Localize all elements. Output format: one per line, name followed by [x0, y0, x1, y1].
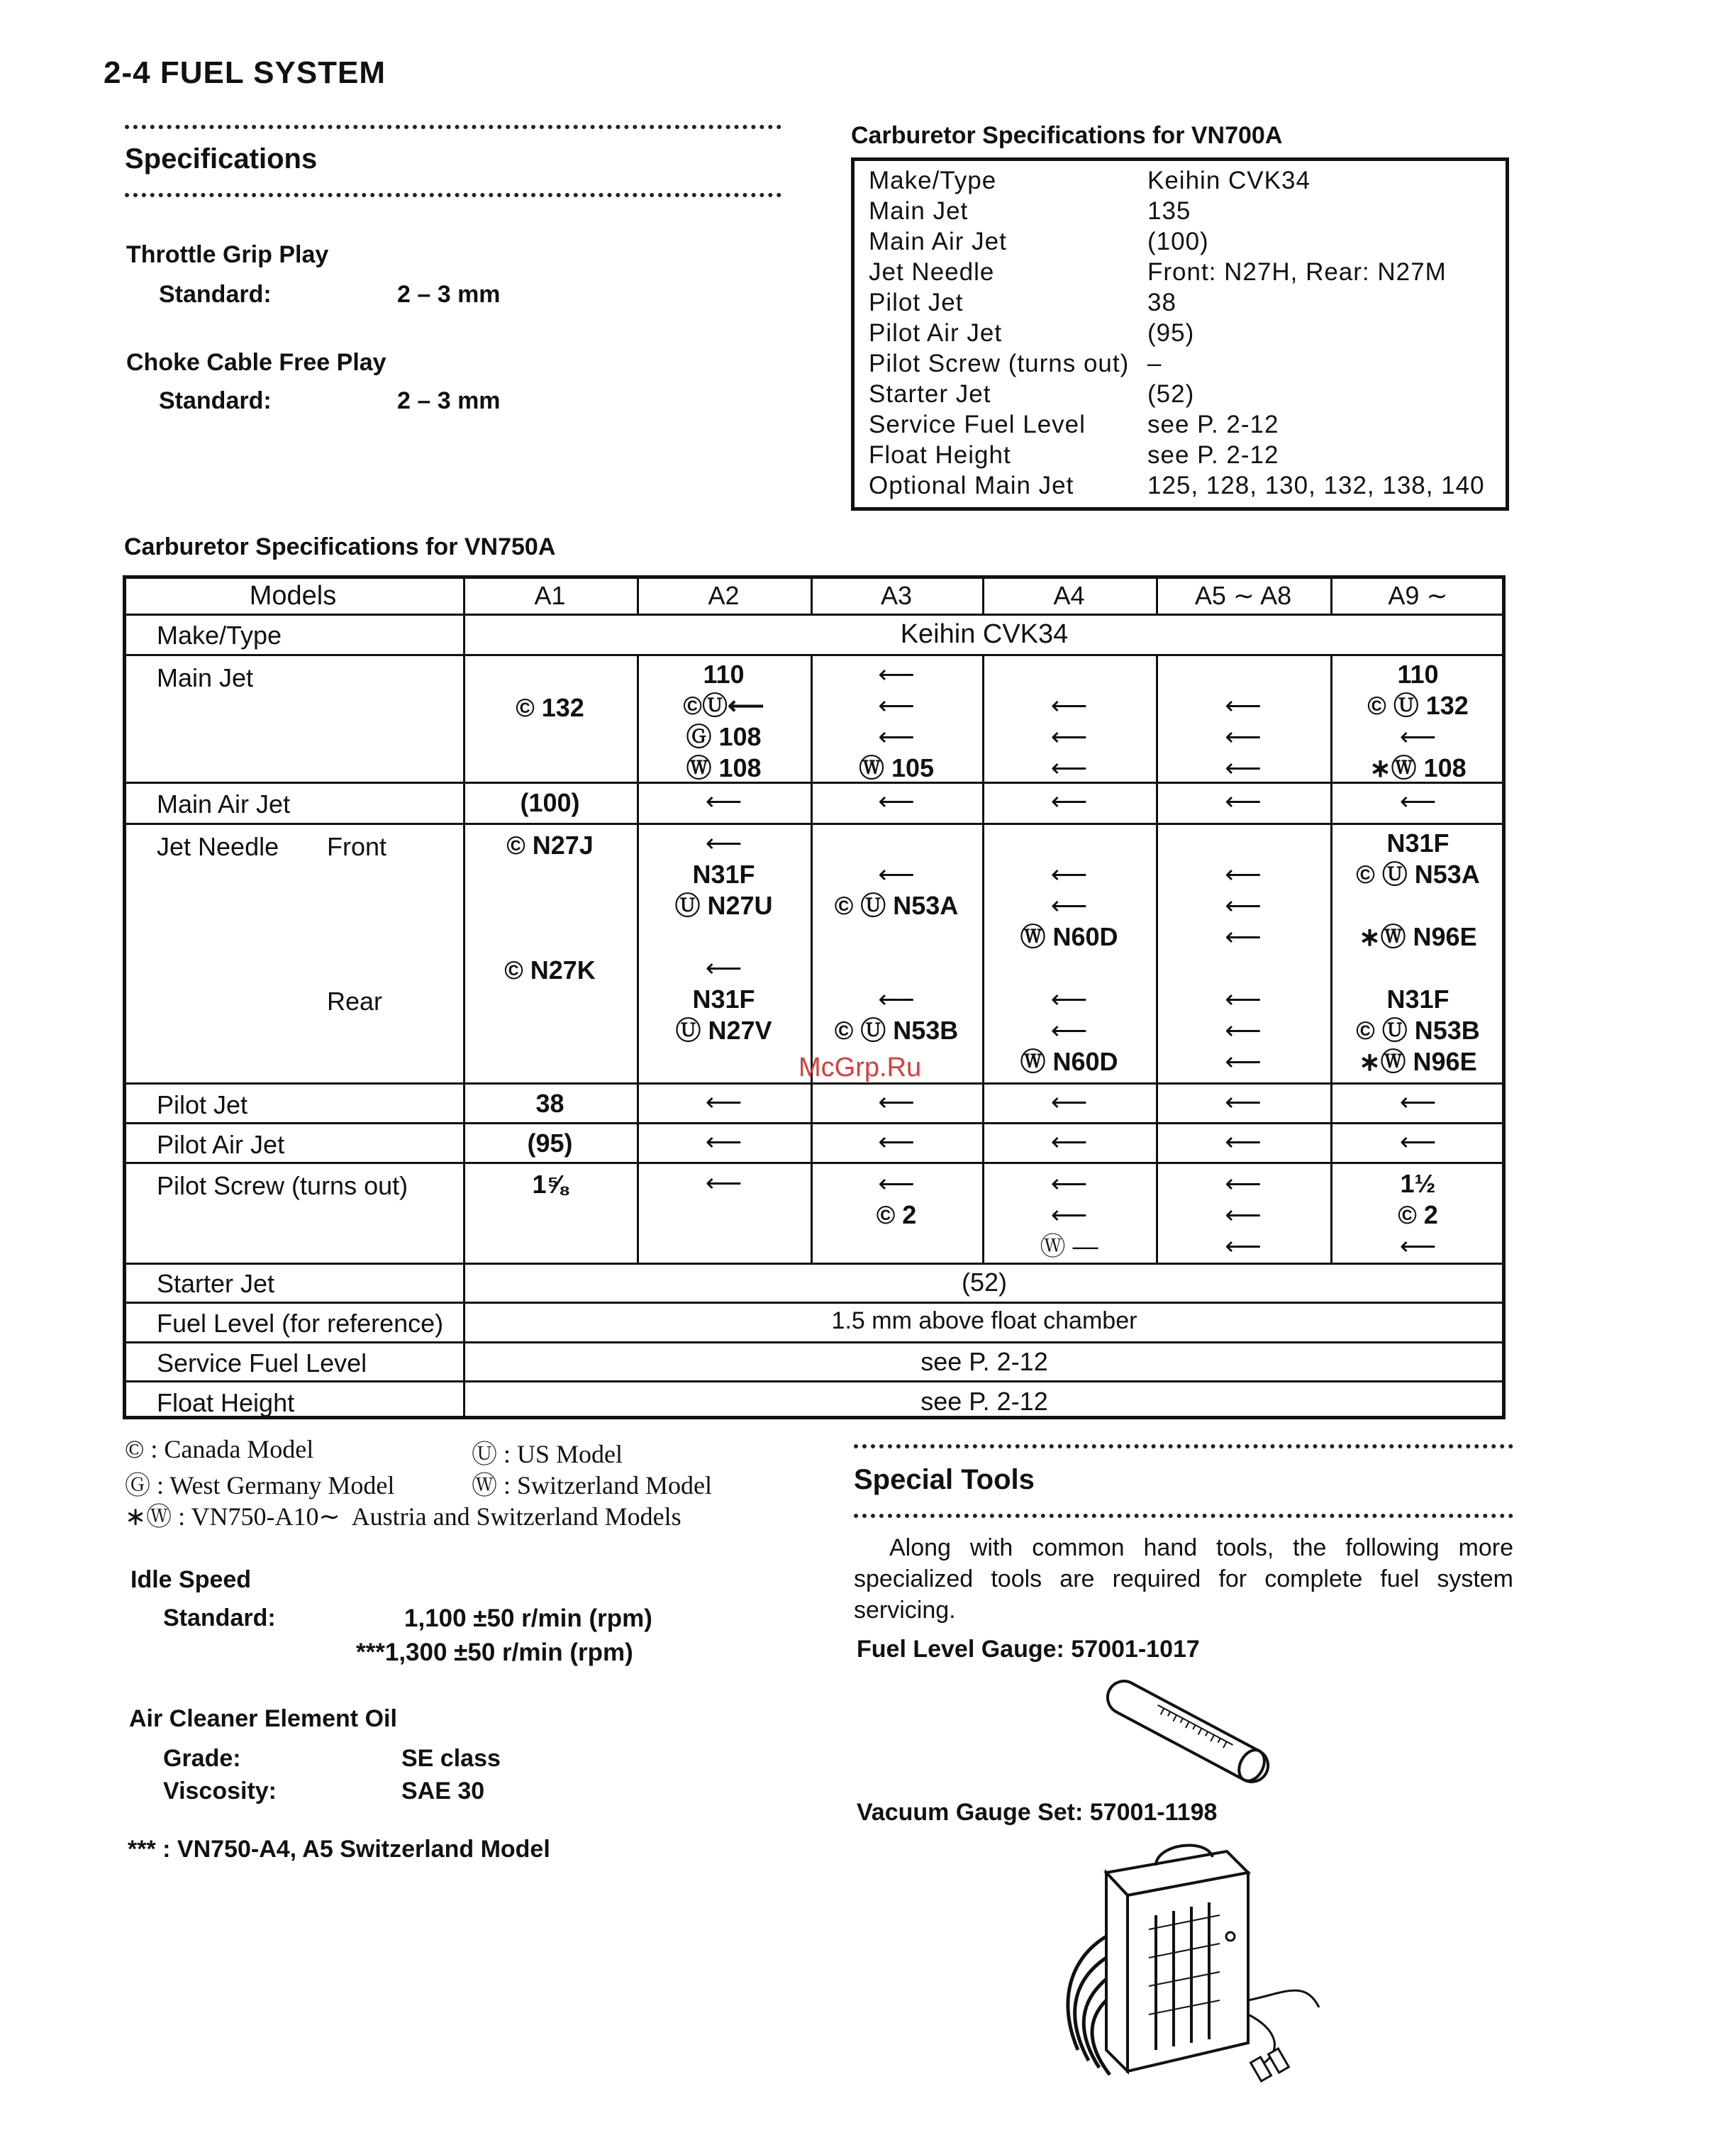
table-row — [869, 228, 1498, 258]
pilot-screw-a5-a8 — [1156, 1168, 1330, 1262]
jet-needle-line: © Ⓤ N53B — [834, 1016, 959, 1045]
jet-needle-rear-label: Rear — [327, 987, 383, 1016]
spec-value: see P. 2-12 — [1147, 411, 1279, 438]
fuel-level-gauge: Fuel Level Gauge: 57001-1017 — [857, 1636, 1200, 1663]
jet-needle-a2-front — [637, 828, 811, 921]
fuel-level-value: 1.5 mm above float chamber — [831, 1307, 1137, 1334]
arrow-icon: ⟵ — [1050, 787, 1088, 816]
arrow-icon: ⟵ — [1225, 722, 1262, 751]
arrow-icon: ⟵ — [1225, 1127, 1262, 1156]
jet-needle-a3-front — [811, 859, 982, 921]
spec-value: (100) — [1147, 228, 1209, 255]
main-jet-a4 — [982, 690, 1156, 784]
jet-needle-line: Ⓦ N60D — [1020, 922, 1118, 951]
jet-needle-line: N31F — [1386, 828, 1450, 858]
page-title: 2-4 FUEL SYSTEM — [104, 55, 386, 90]
jet-needle-line: © Ⓤ N53A — [1356, 860, 1480, 889]
legend-austria: ∗Ⓦ : VN750-A10∼ Austria and Switzerland Models — [125, 1502, 681, 1531]
pilot-screw-a3 — [811, 1168, 982, 1231]
arrow-icon: ⟵ — [705, 1087, 742, 1116]
arrow-icon: ⟵ — [705, 787, 742, 816]
row-label-pilot-jet: Pilot Jet — [157, 1090, 248, 1119]
vn700a-spec-table — [851, 157, 1509, 511]
arrow-icon: ⟵ — [878, 860, 915, 889]
arrow-icon: ⟵ — [705, 1168, 742, 1197]
spec-key: Make/Type — [869, 167, 997, 194]
vn750a-title: Carburetor Specifications for VN750A — [124, 533, 556, 560]
table-row — [869, 258, 1498, 289]
main-air-jet-a1: (100) — [520, 788, 580, 817]
spec-value: (52) — [1147, 380, 1195, 408]
pilot-screw-line: 1½ — [1400, 1169, 1436, 1198]
main-jet-a9-line: ∗Ⓦ 108 — [1369, 753, 1467, 782]
air-cleaner-title: Air Cleaner Element Oil — [129, 1705, 397, 1732]
legend-switzerland: Ⓦ : Switzerland Model — [472, 1471, 712, 1500]
jet-needle-line: Ⓤ N27U — [674, 891, 773, 920]
row-label-float-height: Float Height — [157, 1388, 295, 1417]
pilot-jet-a1: 38 — [535, 1089, 564, 1118]
vacuum-gauge-set-illustration — [1050, 1837, 1347, 2093]
arrow-icon: ⟵ — [1050, 1016, 1088, 1045]
grid-line — [123, 654, 1506, 656]
spec-key: Main Jet — [869, 197, 969, 225]
spec-key: Pilot Jet — [869, 289, 964, 316]
divider — [125, 125, 781, 129]
row-label-jet-needle: Jet Needle — [157, 832, 279, 861]
spec-value: Front: N27H, Rear: N27M — [1147, 258, 1447, 286]
fuel-level-gauge-illustration — [1092, 1671, 1284, 1792]
grid-line — [123, 614, 1506, 616]
spec-value: 135 — [1147, 197, 1191, 225]
divider — [854, 1514, 1513, 1518]
spec-value: (95) — [1147, 319, 1195, 347]
arrow-icon: ⟵ — [1399, 1087, 1437, 1116]
column-header-a4: A4 — [1053, 581, 1085, 610]
grade-value: SE class — [401, 1745, 501, 1772]
jet-needle-line: N31F — [692, 860, 755, 889]
arrow-icon: ⟵ — [1225, 891, 1262, 920]
column-header-a2: A2 — [708, 581, 740, 610]
row-label-make-type: Make/Type — [157, 621, 282, 650]
table-row — [869, 319, 1498, 350]
grade-label: Grade: — [163, 1745, 241, 1772]
pilot-screw-line: © 2 — [1398, 1200, 1438, 1229]
arrow-icon: ⟵ — [1225, 860, 1262, 889]
pilot-screw-a4 — [982, 1168, 1156, 1262]
jet-needle-line: © Ⓤ N53B — [1356, 1016, 1480, 1045]
spec-value: – — [1147, 350, 1162, 377]
arrow-icon: ⟵ — [1225, 922, 1262, 951]
arrow-icon: ⟵ — [1050, 891, 1088, 920]
column-header-a1: A1 — [534, 581, 566, 610]
main-jet-a2-line: ©Ⓤ⟵ — [683, 691, 764, 720]
main-jet-a3-value: Ⓦ 105 — [858, 753, 935, 782]
viscosity-label: Viscosity: — [163, 1778, 277, 1805]
main-jet-a1: © 132 — [516, 693, 584, 722]
choke-standard-label: Standard: — [159, 387, 272, 414]
arrow-icon: ⟵ — [878, 1127, 915, 1156]
spec-key: Float Height — [869, 441, 1011, 469]
jet-needle-line: ∗Ⓦ N96E — [1359, 1047, 1477, 1076]
grid-line — [123, 1162, 1506, 1164]
table-row — [869, 472, 1498, 502]
jet-needle-a1-front: © N27J — [506, 831, 594, 860]
jet-needle-line: N31F — [1386, 985, 1450, 1014]
throttle-standard-label: Standard: — [159, 281, 272, 308]
grid-line — [123, 1302, 1506, 1304]
choke-standard-value: 2 – 3 mm — [397, 387, 501, 414]
main-jet-a5-a8 — [1156, 690, 1330, 784]
arrow-icon: ⟵ — [878, 1087, 915, 1116]
pilot-air-jet-a1: (95) — [527, 1129, 573, 1158]
starter-jet-value: (52) — [961, 1268, 1008, 1297]
spec-value: 125, 128, 130, 132, 138, 140 — [1147, 472, 1485, 499]
spec-key: Pilot Air Jet — [869, 319, 1003, 347]
main-jet-a2-line: Ⓖ 108 — [686, 722, 762, 751]
jet-needle-line: Ⓤ N27V — [675, 1016, 772, 1045]
service-fuel-level-value: see P. 2-12 — [920, 1347, 1048, 1376]
arrow-icon: ⟵ — [1050, 753, 1088, 782]
spec-key: Service Fuel Level — [869, 411, 1086, 438]
arrow-icon: ⟵ — [1399, 1127, 1437, 1156]
row-label-main-jet: Main Jet — [157, 663, 254, 692]
column-header-a9: A9 ∼ — [1388, 581, 1448, 610]
arrow-icon: ⟵ — [1050, 722, 1088, 751]
grid-line — [123, 1263, 1506, 1265]
table-row — [869, 380, 1498, 411]
grid-line — [123, 823, 1506, 825]
spec-key: Pilot Screw (turns out) — [869, 350, 1130, 377]
arrow-icon: ⟵ — [1050, 1087, 1088, 1116]
jet-needle-a9-rear — [1330, 984, 1506, 1077]
column-header-a3: A3 — [880, 581, 913, 610]
divider — [854, 1444, 1513, 1448]
row-label-service-fuel-level: Service Fuel Level — [157, 1348, 367, 1378]
table-row — [869, 167, 1498, 197]
spec-key: Jet Needle — [869, 258, 995, 286]
jet-needle-line: ∗Ⓦ N96E — [1359, 922, 1477, 951]
row-label-main-air-jet: Main Air Jet — [157, 789, 291, 819]
arrow-icon: ⟵ — [1399, 787, 1437, 816]
idle-standard-value: 1,100 ±50 r/min (rpm) — [404, 1604, 652, 1632]
pilot-screw-a9 — [1330, 1168, 1506, 1262]
jet-needle-line: N31F — [692, 985, 755, 1014]
main-jet-a3 — [811, 659, 982, 784]
vn750a-spec-table — [123, 575, 1506, 1426]
throttle-grip-play-title: Throttle Grip Play — [126, 241, 329, 268]
arrow-icon: ⟵ — [878, 691, 915, 720]
table-row — [869, 350, 1498, 380]
spec-key: Main Air Jet — [869, 228, 1007, 255]
footnote: *** : VN750-A4, A5 Switzerland Model — [128, 1836, 550, 1863]
main-jet-a9-line: © Ⓤ 132 — [1367, 691, 1469, 720]
arrow-icon: ⟵ — [1225, 1200, 1262, 1229]
arrow-icon: ⟵ — [1225, 1169, 1262, 1198]
pilot-screw-line: © 2 — [876, 1200, 917, 1229]
spec-key: Starter Jet — [869, 380, 991, 408]
float-height-value: see P. 2-12 — [920, 1387, 1048, 1416]
spec-key: Optional Main Jet — [869, 472, 1074, 499]
arrow-icon: ⟵ — [1225, 1087, 1262, 1116]
spec-value: see P. 2-12 — [1147, 441, 1279, 469]
main-jet-a2-line: 110 — [703, 660, 745, 689]
main-jet-a9-line: 110 — [1397, 660, 1439, 689]
jet-needle-a1-rear: © N27K — [504, 955, 596, 985]
arrow-icon: ⟵ — [1399, 722, 1437, 751]
arrow-icon: ⟵ — [878, 1169, 915, 1198]
jet-needle-a4-rear — [982, 984, 1156, 1077]
jet-needle-a4-front — [982, 859, 1156, 953]
table-row — [869, 289, 1498, 319]
jet-needle-a2-rear — [637, 953, 811, 1046]
row-label-fuel-level: Fuel Level (for reference) — [157, 1309, 444, 1338]
idle-switzerland-value: ***1,300 ±50 r/min (rpm) — [356, 1639, 633, 1666]
main-jet-a2-line: Ⓦ 108 — [686, 753, 762, 782]
spec-value: Keihin CVK34 — [1147, 167, 1311, 194]
row-label-pilot-air-jet: Pilot Air Jet — [157, 1130, 285, 1159]
arrow-icon: ⟵ — [878, 722, 915, 751]
table-row — [869, 441, 1498, 472]
jet-needle-a3-rear — [811, 984, 982, 1046]
legend-west-germany: Ⓖ : West Germany Model — [125, 1471, 395, 1500]
row-label-starter-jet: Starter Jet — [157, 1269, 275, 1298]
watermark: McGrp.Ru — [799, 1053, 922, 1082]
make-type-value: Keihin CVK34 — [900, 619, 1069, 649]
arrow-icon: ⟵ — [1399, 1231, 1437, 1260]
arrow-icon: ⟵ — [1225, 1231, 1262, 1260]
table-row — [869, 197, 1498, 228]
arrow-icon: ⟵ — [878, 787, 915, 816]
column-header-models: Models — [249, 581, 337, 611]
legend-canada: © : Canada Model — [125, 1435, 314, 1463]
vn700a-title: Carburetor Specifications for VN700A — [851, 122, 1283, 149]
arrow-icon: ⟵ — [878, 660, 915, 689]
grid-line — [123, 1380, 1506, 1382]
specifications-heading: Specifications — [125, 143, 318, 174]
jet-needle-a5-a8-rear — [1156, 984, 1330, 1077]
throttle-standard-value: 2 – 3 mm — [397, 281, 501, 308]
jet-needle-line: Ⓦ N60D — [1020, 1047, 1118, 1076]
arrow-icon: ⟵ — [1050, 860, 1088, 889]
arrow-icon: ⟵ — [1225, 1016, 1262, 1045]
spec-value: 38 — [1147, 289, 1176, 316]
column-header-a5-a8: A5 ∼ A8 — [1194, 581, 1292, 610]
arrow-icon: ⟵ — [1225, 985, 1262, 1014]
row-label-pilot-screw: Pilot Screw (turns out) — [157, 1171, 408, 1200]
pilot-screw-line: Ⓦ — — [1040, 1231, 1098, 1260]
arrow-icon: ⟵ — [1050, 985, 1088, 1014]
choke-cable-free-play-title: Choke Cable Free Play — [126, 349, 386, 376]
arrow-icon: ⟵ — [705, 828, 742, 858]
arrow-icon: ⟵ — [1225, 753, 1262, 782]
legend-us: Ⓤ : US Model — [472, 1440, 623, 1468]
idle-speed-title: Idle Speed — [130, 1566, 252, 1593]
arrow-icon: ⟵ — [1050, 1200, 1088, 1229]
jet-needle-a9-front — [1330, 828, 1506, 953]
jet-needle-line: © Ⓤ N53A — [834, 891, 959, 920]
special-tools-heading: Special Tools — [854, 1464, 1035, 1495]
arrow-icon: ⟵ — [705, 953, 742, 982]
arrow-icon: ⟵ — [1225, 691, 1262, 720]
arrow-icon: ⟵ — [1050, 691, 1088, 720]
vacuum-gauge-set: Vacuum Gauge Set: 57001-1198 — [857, 1799, 1218, 1826]
arrow-icon: ⟵ — [1050, 1127, 1088, 1156]
idle-standard-label: Standard: — [163, 1604, 276, 1631]
viscosity-value: SAE 30 — [401, 1778, 485, 1805]
arrow-icon: ⟵ — [705, 1127, 742, 1156]
divider — [125, 193, 781, 197]
pilot-screw-a1: 1⅝ — [532, 1170, 568, 1199]
jet-needle-a5-a8-front — [1156, 859, 1330, 953]
arrow-icon: ⟵ — [1225, 787, 1262, 816]
grid-line — [123, 1122, 1506, 1124]
arrow-icon: ⟵ — [1225, 1047, 1262, 1076]
arrow-icon: ⟵ — [1050, 1169, 1088, 1198]
special-tools-paragraph: Along with common hand tools, the following more specialized tools are required for complete fuel system servicing. — [854, 1534, 1513, 1624]
table-row — [869, 411, 1498, 441]
jet-needle-front-label: Front — [327, 832, 387, 861]
main-jet-a9 — [1330, 659, 1506, 784]
main-jet-a2 — [637, 659, 811, 784]
arrow-icon: ⟵ — [878, 985, 915, 1014]
grid-line — [123, 1341, 1506, 1343]
